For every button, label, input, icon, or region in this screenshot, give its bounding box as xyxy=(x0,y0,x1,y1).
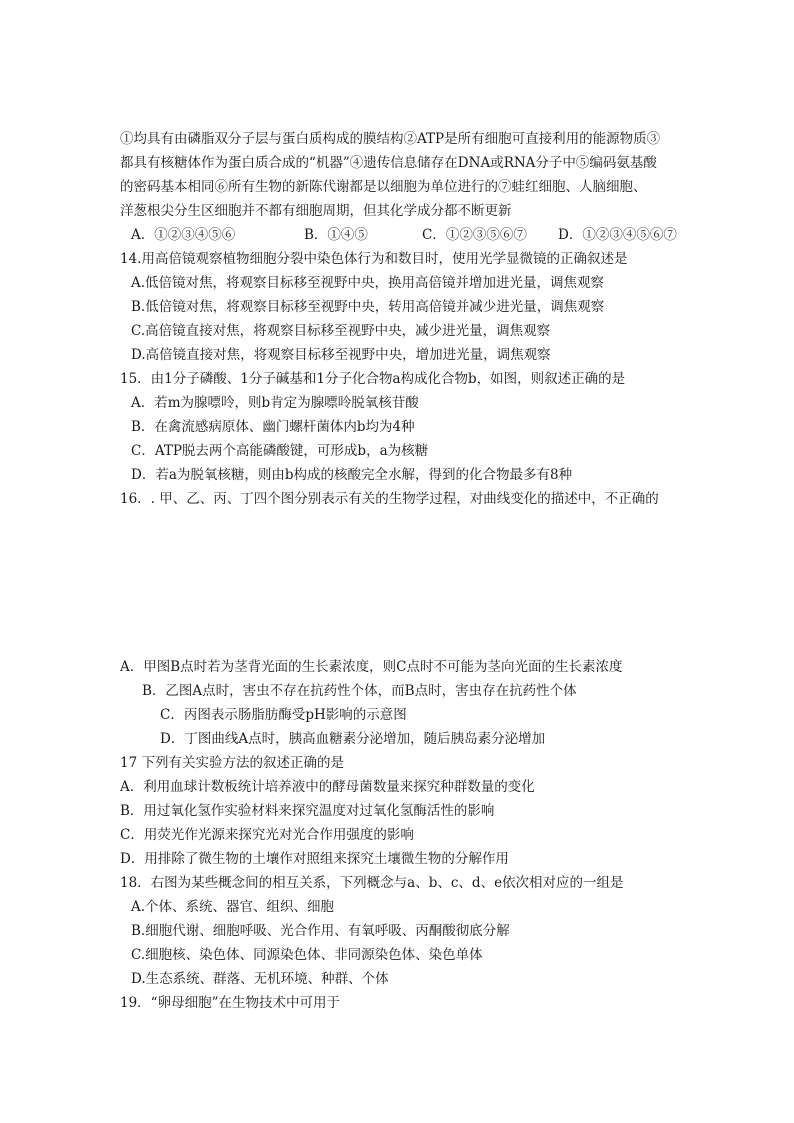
q13-line-3: 的密码基本相同⑥所有生物的新陈代谢都是以细胞为单位进行的⑦蛙红细胞、人脑细胞、 xyxy=(120,179,647,195)
q19-stem: 19．“卵母细胞”在生物技术中可用于 xyxy=(120,995,340,1011)
q18-option-d: D.生态系统、群落、无机环境、种群、个体 xyxy=(131,971,389,987)
q18-option-a: A.个体、系统、器官、组织、细胞 xyxy=(131,899,335,915)
q14-option-a: A.低倍镜对焦，将观察目标移至视野中央，换用高倍镜并增加进光量，调焦观察 xyxy=(131,275,605,291)
q15-option-a: A．若m为腺嘌呤，则b肯定为腺嘌呤脱氧核苷酸 xyxy=(131,395,419,411)
q15-option-d: D．若a为脱氧核糖，则由b构成的核酸完全水解，得到的化合物最多有8种 xyxy=(131,467,573,483)
q13-line-2: 都具有核糖体作为蛋白质合成的“机器”④遗传信息储存在DNA或RNA分子中⑤编码氨基酸 xyxy=(120,155,657,171)
q18-option-c: C.细胞核、染色体、同源染色体、非同源染色体、染色单体 xyxy=(131,947,483,963)
q14-option-b: B.低倍镜对焦，将观察目标移至视野中央，转用高倍镜并减少进光量，调焦观察 xyxy=(131,299,605,315)
q16-stem: 16．. 甲、乙、丙、丁四个图分别表示有关的生物学过程，对曲线变化的描述中，不正确的 xyxy=(120,491,659,507)
q16-option-c: C．丙图表示肠脂肪酶受pH影响的示意图 xyxy=(160,707,407,723)
q13-option-c: C．①②③⑤⑥⑦ xyxy=(422,227,527,243)
q15-stem: 15．由1分子磷酸、1分子碱基和1分子化合物a构成化合物b，如图，则叙述正确的是 xyxy=(120,371,626,387)
q15-option-c: C．ATP脱去两个高能磷酸键，可形成b，a为核糖 xyxy=(131,443,429,459)
q15-option-b: B．在禽流感病原体、幽门螺杆菌体内b均为4种 xyxy=(131,419,415,435)
q17-option-b: B．用过氧化氢作实验材料来探究温度对过氧化氢酶活性的影响 xyxy=(120,803,495,819)
q14-option-d: D.高倍镜直接对焦，将观察目标移至视野中央，增加进光量，调焦观察 xyxy=(131,347,551,363)
q17-option-d: D．用排除了微生物的土壤作对照组来探究土壤微生物的分解作用 xyxy=(120,851,509,867)
q13-option-d: D．①②③④⑤⑥⑦ xyxy=(558,227,677,243)
q17-option-c: C．用荧光作光源来探究光对光合作用强度的影响 xyxy=(120,827,414,843)
q13-line-4: 洋葱根尖分生区细胞并不都有细胞周期，但其化学成分都不断更新 xyxy=(120,203,512,219)
q14-stem: 14.用高倍镜观察植物细胞分裂中染色体行为和数目时，使用光学显微镜的正确叙述是 xyxy=(120,251,628,267)
q17-option-a: A．利用血球计数板统计培养液中的酵母菌数量来探究种群数量的变化 xyxy=(120,779,535,795)
q14-option-c: C.高倍镜直接对焦，将观察目标移至视野中央，减少进光量，调焦观察 xyxy=(131,323,551,339)
q17-stem: 17 下列有关实验方法的叙述正确的是 xyxy=(120,755,344,771)
q16-option-a: A．甲图B点时若为茎背光面的生长素浓度，则C点时不可能为茎向光面的生长素浓度 xyxy=(120,659,623,675)
q13-line-1: ①均具有由磷脂双分子层与蛋白质构成的膜结构②ATP是所有细胞可直接利用的能源物质③ xyxy=(120,131,661,147)
q16-option-b: B．乙图A点时，害虫不存在抗药性个体，而B点时，害虫存在抗药性个体 xyxy=(142,683,577,699)
q16-option-d: D．丁图曲线A点时，胰高血糖素分泌增加，随后胰岛素分泌增加 xyxy=(160,731,546,747)
q13-option-b: B．①④⑤ xyxy=(304,227,368,243)
q18-option-b: B.细胞代谢、细胞呼吸、光合作用、有氧呼吸、丙酮酸彻底分解 xyxy=(131,923,510,939)
q13-option-a: A．①②③④⑤⑥ xyxy=(131,227,236,243)
q18-stem: 18．右图为某些概念间的相互关系，下列概念与a、b、c、d、e依次相对应的一组是 xyxy=(120,875,624,891)
